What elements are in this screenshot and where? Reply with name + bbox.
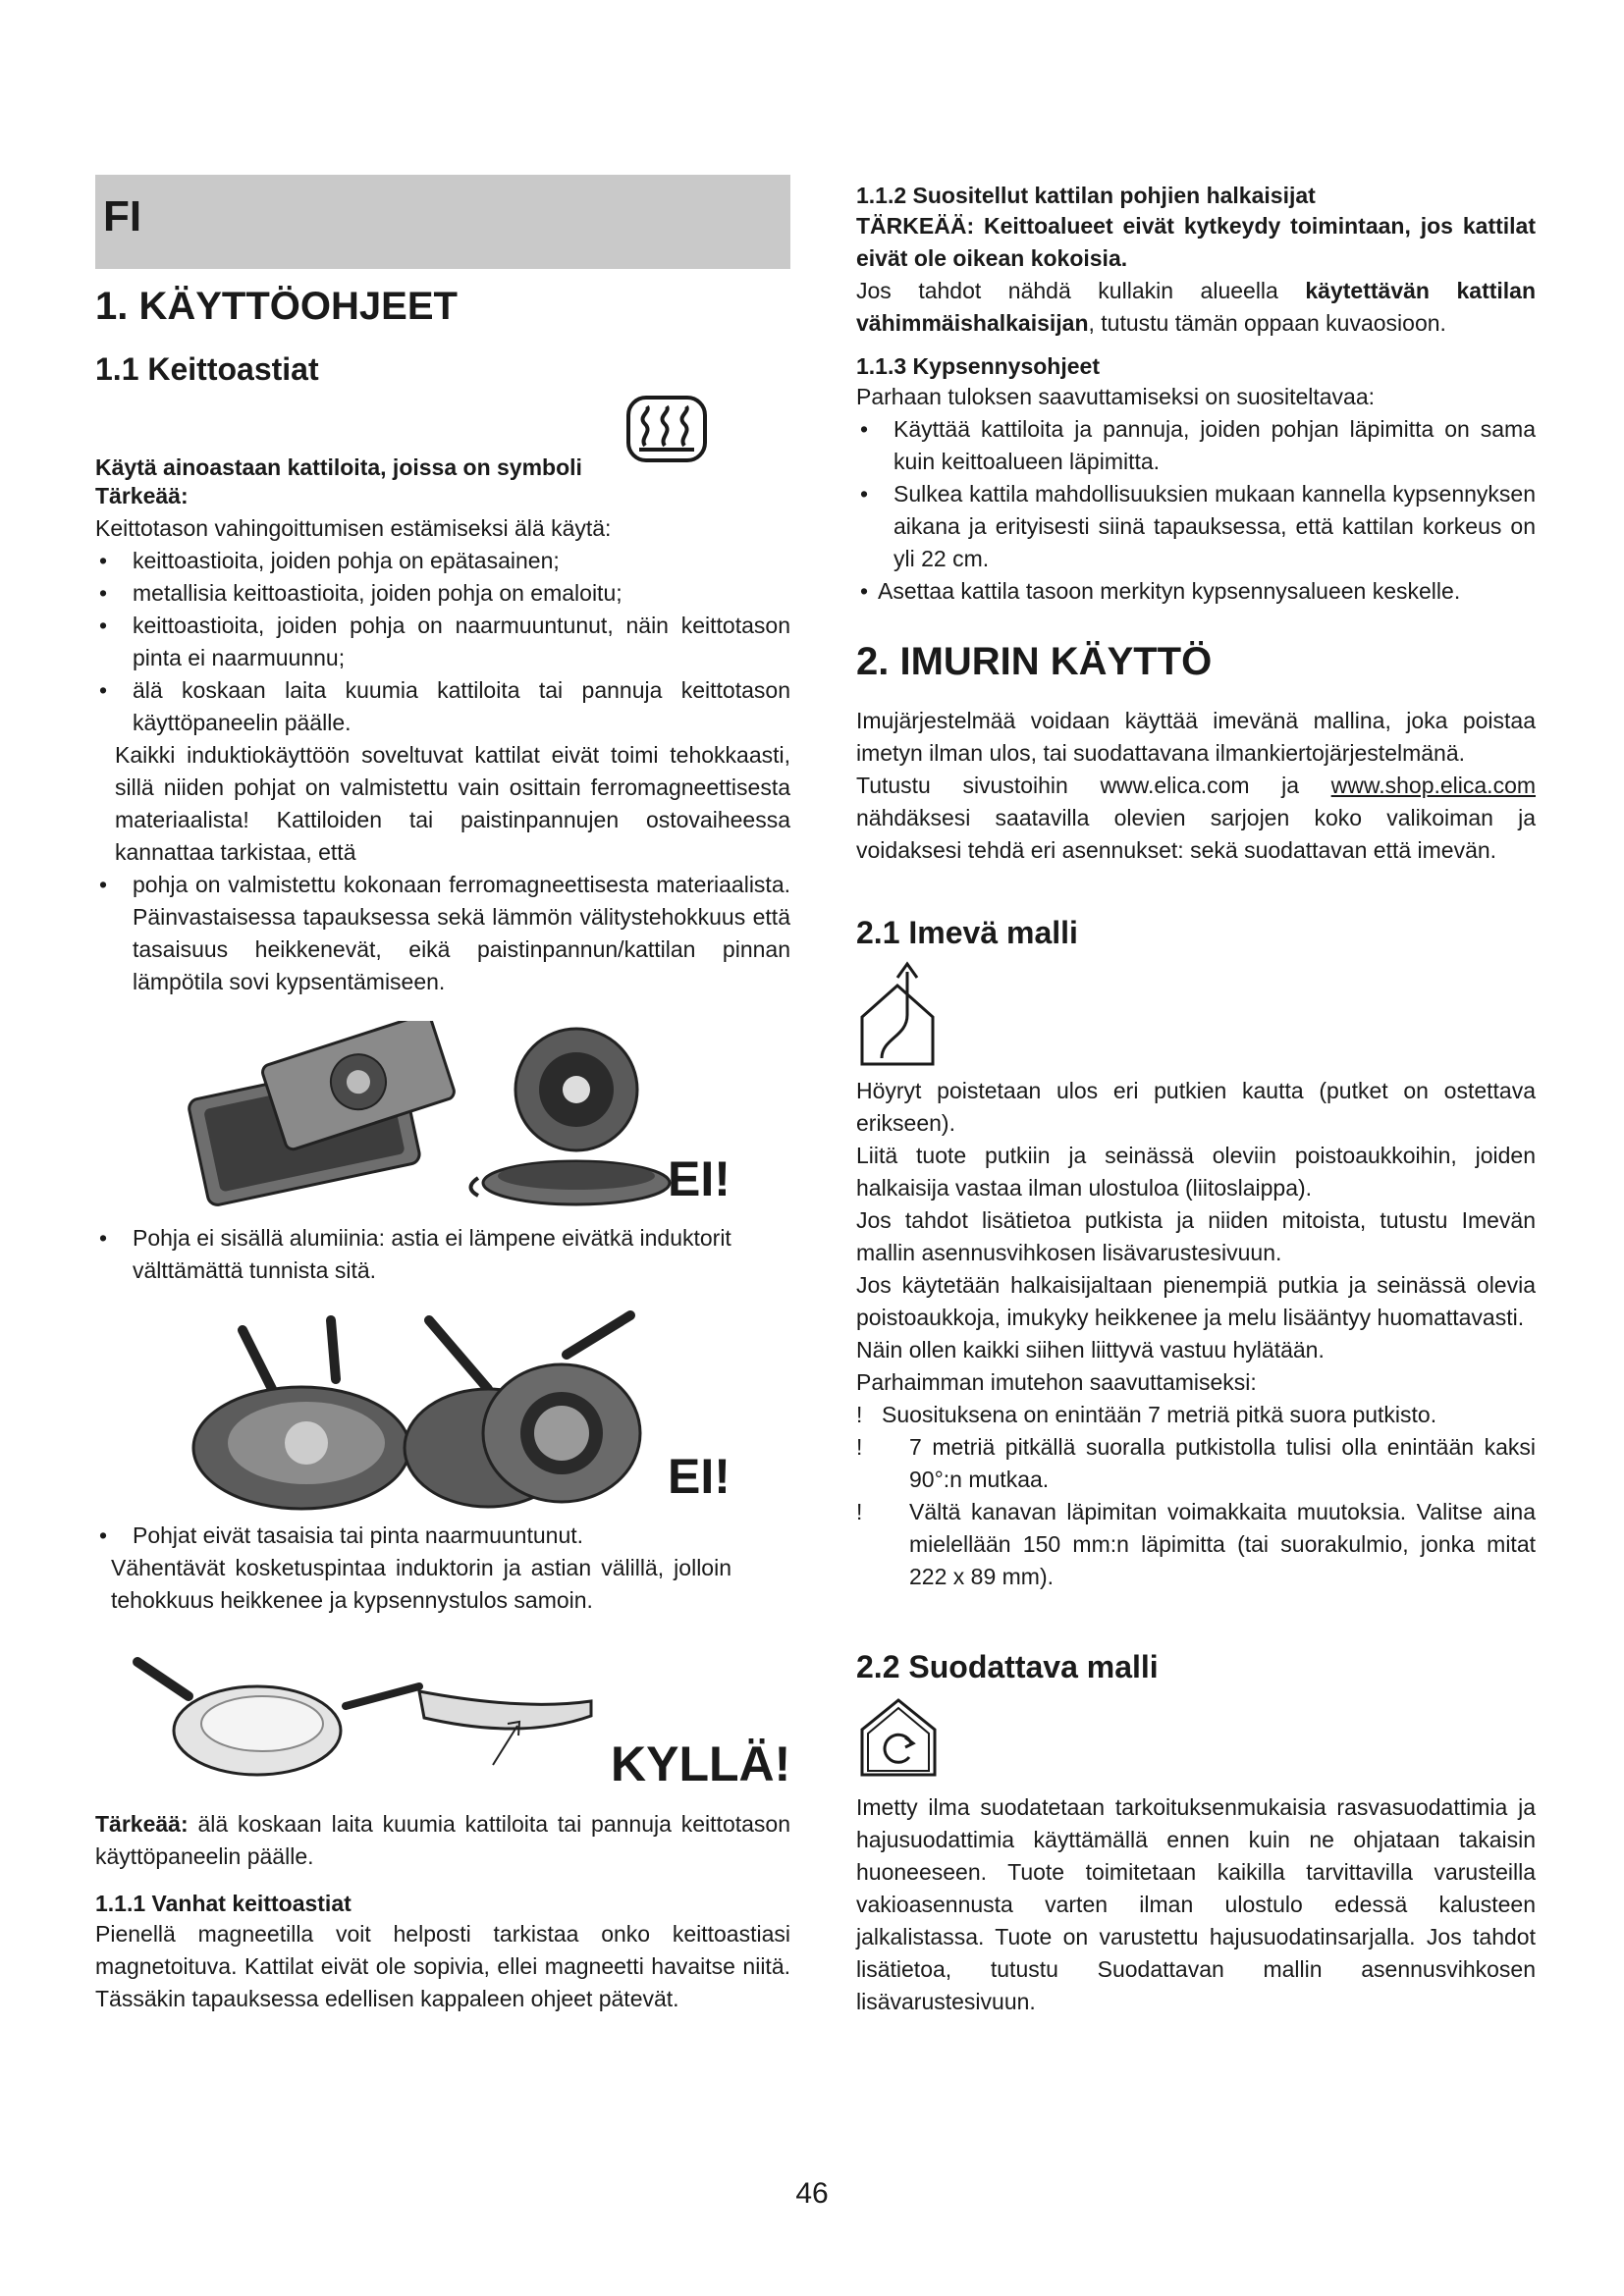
- ducted-version-icon: [858, 960, 939, 1068]
- list-item: • Sulkea kattila mahdollisuuksien mukaan kannella kypsennyksen aikana ja erityisesti siinä tapauksessa, että kattilan korkeus on yli 22 cm.: [860, 481, 1536, 571]
- language-code: FI: [103, 192, 142, 240]
- ducted-text-3: Jos tahdot lisätietoa putkista ja niiden mitoista, tutustu Imevän mallin asennusvihkosen lisävarustesivuun.: [856, 1207, 1536, 1265]
- list-item: • pohja on valmistettu kokonaan ferromagneettisesta materiaalista. Päinvastaisessa tapauksessa sekä lämmön välitystehokkuus että tasaisuus heikkenevät, eikä paistinpannun/kattilan pinnan lämpötila sovi kypsentämiseen.: [99, 872, 790, 994]
- subsection-title-1-1: 1.1 Keittoastiat: [95, 351, 319, 387]
- shop-link[interactable]: www.shop.elica.com: [1330, 773, 1537, 798]
- old-cookware-title: 1.1.1 Vanhat keittoastiat: [95, 1891, 352, 1916]
- diameters-important: TÄRKEÄÄ: Keittoalueet eivät kytkeydy toimintaan, jos kattilat eivät ole oikean kokoisia.: [856, 213, 1536, 271]
- all-induction-text: Kaikki induktiokäyttöön soveltuvat kattilat eivät toimi tehokkaasti, sillä niiden pohjat on valmistettu vain osittain ferromagneettisesta materiaalista! Kattiloiden tai paistinpannujen ostovaiheessa kannattaa tarkistaa, että: [115, 742, 790, 865]
- avoid-intro: Keittotason vahingoittumisen estämiseksi älä käytä:: [95, 515, 612, 541]
- list-item: ! Vältä kanavan läpimitan voimakkaita muutoksia. Valitse aina mielellään 150 mm:n läpimitta (tai suorakulmio, jonka mitat 222 x 89 mm).: [856, 1499, 1536, 1589]
- list-item: • Asettaa kattila tasoon merkityn kypsennysalueen keskelle.: [860, 578, 1461, 604]
- ducted-text-4: Jos käytetään halkaisijaltaan pienempiä putkia ja seinässä olevia poistoaukkoja, imukyky heikkenee ja melu lisääntyy huomattavasti.: [856, 1272, 1536, 1330]
- page-number: 46: [795, 2177, 829, 2210]
- use-only-symbol-text: Käytä ainoastaan kattiloita, joissa on symboli: [95, 454, 582, 480]
- important-note: Tärkeää: älä koskaan laita kuumia kattiloita tai pannuja keittotason käyttöpaneelin päälle.: [95, 1811, 790, 1869]
- ducted-text-6: Parhaimman imutehon saavuttamiseksi:: [856, 1369, 1257, 1395]
- list-item: • älä koskaan laita kuumia kattiloita tai pannuja keittotason käyttöpaneelin päälle.: [99, 677, 790, 735]
- filtering-version-icon: [858, 1694, 939, 1779]
- subsection-title-2-1: 2.1 Imevä malli: [856, 915, 1078, 950]
- cooking-tips-intro: Parhaan tuloksen saavuttamiseksi on suositeltavaa:: [856, 384, 1376, 409]
- diameters-title: 1.1.2 Suositellut kattilan pohjien halkaisijat: [856, 183, 1316, 208]
- ducted-text-2: Liitä tuote putkiin ja seinässä oleviin poistoaukkoihin, joiden halkaisija vastaa ilman ulostuloa (liitoslaippa).: [856, 1143, 1536, 1201]
- important-label: Tärkeää:: [95, 483, 189, 508]
- ei-label-1: EI!: [668, 1151, 731, 1206]
- list-item: • Pohja ei sisällä alumiinia: astia ei lämpene eivätkä induktorit välttämättä tunnista sitä.: [99, 1225, 731, 1283]
- visit-sites-text: Tutustu sivustoihin www.elica.com ja www.shop.elica.com nähdäksesi saatavilla olevien sarjojen koko valikoiman ja voidaksesi tehdä eri asennukset: sekä suodattavan että imevän.: [856, 773, 1537, 863]
- section-title-1: 1. KÄYTTÖOHJEET: [95, 285, 458, 328]
- filtering-text: Imetty ilma suodatetaan tarkoituksenmukaisia rasvasuodattimia ja hajusuodattimia käyttämällä ennen kuin ne ohjataan takaisin huoneeseen. Tuote toimitetaan kaikilla tarvittavilla varusteilla vakioasennusta varten ilman ulostulo edessä kalusteen jalkalistassa. Tuote on varustettu hajusuodatinsarjalla. Jos tahdot lisätietoa, tutustu Suodattavan mallin asennusvihkosen lisävarustesivuun.: [856, 1794, 1536, 2014]
- list-item: • Pohjat eivät tasaisia tai pinta naarmuuntunut.: [99, 1522, 584, 1548]
- list-item: • keittoastioita, joiden pohja on epätasainen;: [99, 548, 560, 573]
- hood-intro: Imujärjestelmää voidaan käyttää imevänä mallina, joka poistaa imetyn ilman ulos, tai suodattavana ilmankiertojärjestelmänä.: [856, 708, 1536, 766]
- pans-illustration-no-2: [174, 1310, 665, 1517]
- old-cookware-text: Pienellä magneetilla voit helposti tarkistaa onko keittoastiasi magnetoituva. Kattilat eivät ole sopivia, ellei magneetti havaitse niitä. Tässäkin tapauksessa edellisen kappaleen ohjeet pätevät.: [95, 1921, 790, 2011]
- pans-illustration-yes: [130, 1647, 640, 1785]
- ei-label-2: EI!: [668, 1449, 731, 1504]
- list-item: ! 7 metriä pitkällä suoralla putkistolla tulisi olla enintään kaksi 90°:n mutkaa.: [856, 1434, 1536, 1492]
- language-tab: [95, 175, 790, 269]
- kylla-label: KYLLÄ!: [611, 1736, 791, 1791]
- list-item: • metallisia keittoastioita, joiden pohja on emaloitu;: [99, 580, 623, 606]
- ducted-text-5: Näin ollen kaikki siihen liittyvä vastuu hylätään.: [856, 1337, 1325, 1362]
- cooking-tips-title: 1.1.3 Kypsennysohjeet: [856, 353, 1100, 379]
- ducted-text-1: Höyryt poistetaan ulos eri putkien kautta (putket on ostettava erikseen).: [856, 1078, 1536, 1136]
- uneven-text: Vähentävät kosketuspintaa induktorin ja astian välillä, jolloin tehokkuus heikkenee ja kypsennystulos samoin.: [111, 1555, 731, 1613]
- subsection-title-2-2: 2.2 Suodattava malli: [856, 1649, 1159, 1684]
- list-item: • Käyttää kattiloita ja pannuja, joiden pohjan läpimitta on sama kuin keittoalueen läpimitta.: [860, 416, 1536, 474]
- list-item: ! Suosituksena on enintään 7 metriä pitkä suora putkisto.: [856, 1402, 1437, 1427]
- section-title-2: 2. IMURIN KÄYTTÖ: [856, 640, 1213, 683]
- diameters-text: Jos tahdot nähdä kullakin alueella käytettävän kattilan vähimmäishalkaisijan, tutustu tämän oppaan kuvaosioon.: [856, 278, 1537, 336]
- list-item: • keittoastioita, joiden pohja on naarmuuntunut, näin keittotason pinta ei naarmuunnu;: [99, 613, 790, 670]
- pans-illustration-no-1: [164, 1021, 675, 1217]
